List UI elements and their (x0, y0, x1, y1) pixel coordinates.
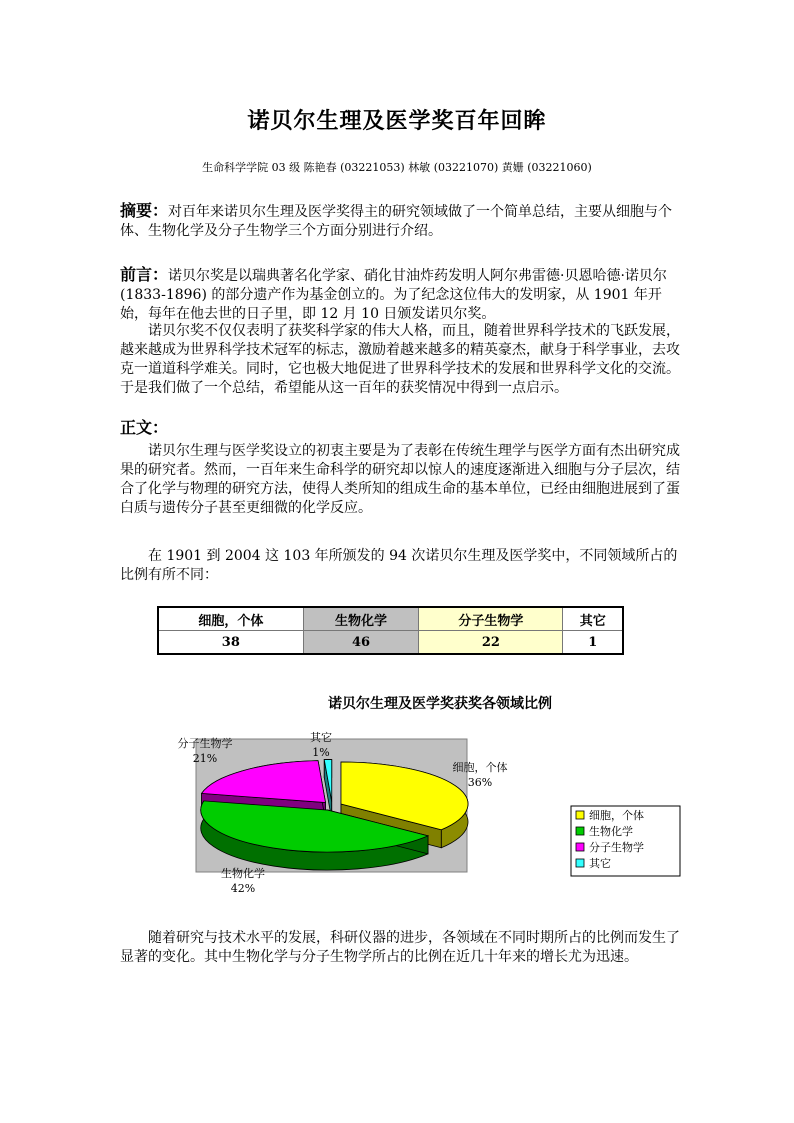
preface-label: 前言： (120, 265, 169, 284)
table-header-cell: 其它 (563, 607, 623, 631)
table-header-cell: 生物化学 (303, 607, 419, 631)
chart-legend (571, 806, 680, 876)
table-cell: 22 (419, 631, 563, 655)
legend-entry: 细胞，个体 (589, 809, 644, 822)
table-cell: 1 (563, 631, 623, 655)
pie-label-category: 细胞，个体 (452, 761, 508, 774)
legend-swatch (576, 859, 584, 867)
legend-entry: 分子生物学 (589, 841, 644, 854)
abstract-label: 摘要： (120, 201, 169, 220)
legend-swatch (576, 843, 584, 851)
abstract-text: 对百年来诺贝尔生理及医学奖得主的研究领域做了一个简单总结，主要从细胞与个体、生物化学及分子生物学三个方面分别进行介绍。 (120, 204, 673, 239)
pie-label-category: 分子生物学 (177, 737, 233, 750)
authors-line: 生命科学学院 03 级 陈艳春 (03221053) 林敏 (03221070) 黄姗 (03221060) (202, 161, 592, 174)
legend-swatch (576, 811, 584, 819)
table-cell: 46 (303, 631, 419, 655)
preface-text: 诺贝尔奖是以瑞典著名化学家、硝化甘油炸药发明人阿尔弗雷德·贝恩哈德·诺贝尔(1833-1896) 的部分遗产作为基金创立的。为了纪念这位伟大的发明家，从 1901 年开始，每年在他去世的日子里，即 12 月 10 日颁发诺贝尔奖。 (120, 268, 667, 322)
pie-label-category: 生物化学 (221, 867, 265, 880)
chart-title: 诺贝尔生理及医学奖获奖各领域比例 (328, 696, 552, 712)
pie-label-percent: 42% (230, 882, 256, 895)
preface-paragraph-2: 诺贝尔奖不仅仅表明了获奖科学家的伟大人格，而且，随着世界科学技术的飞跃发展，越来越成为世界科学技术冠军的标志，激励着越来越多的精英豪杰，献身于科学事业，去攻克一道道科学难关。同时，它也极大地促进了世界科学技术的发展和世界科学文化的交流。于是我们做了一个总结，希望能从这一百年的获奖情况中得到一点启示。 (120, 323, 680, 396)
pie-label-category: 其它 (310, 731, 332, 744)
body-paragraph-1: 诺贝尔生理与医学奖设立的初衷主要是为了表彰在传统生理学与医学方面有杰出研究成果的研究者。然而，一百年来生命科学的研究却以惊人的速度逐渐进入细胞与分子层次，结合了化学与物理的研究方法，使得人类所知的组成生命的基本单位，已经由细胞进展到了蛋白质与遗传分子甚至更细微的化学反应。 (120, 443, 680, 516)
legend-entry: 其它 (589, 857, 611, 870)
legend-swatch (576, 827, 584, 835)
closing-paragraph: 随着研究与技术水平的发展，科研仪器的进步，各领域在不同时期所占的比例而发生了显著的变化。其中生物化学与分子生物学所占的比例在近几十年来的增长尤为迅速。 (120, 930, 680, 965)
table-header-cell: 细胞，个体 (158, 607, 303, 631)
legend-entry: 生物化学 (589, 825, 633, 838)
document-title: 诺贝尔生理及医学奖百年回眸 (247, 108, 547, 134)
pie-label-percent: 21% (192, 752, 218, 765)
body-paragraph-2: 在 1901 到 2004 这 103 年所颁发的 94 次诺贝尔生理及医学奖中，不同领域所占的比例有所不同： (120, 548, 678, 583)
table-header-cell: 分子生物学 (419, 607, 563, 631)
table-cell: 38 (158, 631, 303, 655)
body-label: 正文： (120, 418, 169, 437)
pie-label-percent: 1% (312, 746, 330, 759)
pie-label-percent: 36% (467, 776, 493, 789)
